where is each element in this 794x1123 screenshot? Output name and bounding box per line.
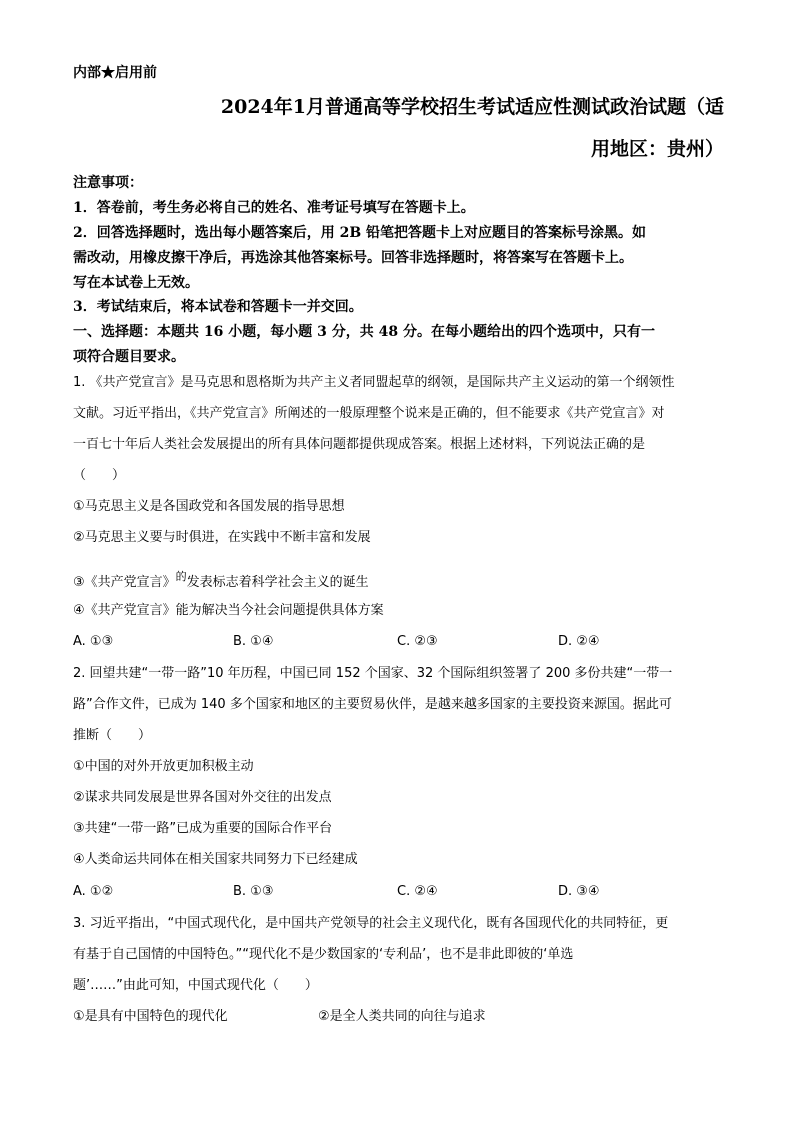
q1-option-a: A. ①③ xyxy=(73,634,114,649)
section-heading: 一、选择题：本题共 16 小题，每小题 3 分，共 48 分。在每小题给出的四个选项中，只有一 xyxy=(73,324,655,340)
q2-option-d: D. ③④ xyxy=(558,884,600,899)
q1-option-d: D. ②④ xyxy=(558,634,600,649)
notice-heading: 注意事项： xyxy=(73,175,143,191)
q3-statement-1: ①是具有中国特色的现代化 xyxy=(73,1009,228,1024)
notice-line: 1．答卷前，考生务必将自己的姓名、准考证号填写在答题卡上。 xyxy=(73,200,475,216)
q1-stem-line: 1. 《共产党宣言》是马克思和恩格斯为共产主义者同盟起草的纲领，是国际共产主义运动的第一个纲领性 xyxy=(73,375,675,390)
notice-line: 3．考试结束后，将本试卷和答题卡一并交回。 xyxy=(73,299,363,315)
q1-option-c: C. ②③ xyxy=(397,634,438,649)
q1-statement-1: ①马克思主义是各国政党和各国发展的指导思想 xyxy=(73,499,345,514)
q2-statement-4: ④人类命运共同体在相关国家共同努力下已经建成 xyxy=(73,852,358,867)
q1-stem-line: 文献。习近平指出，《共产党宣言》所阐述的一般原理整个说来是正确的，但不能要求《共产党宣言》对 xyxy=(73,406,665,421)
q1-statement-3 xyxy=(73,568,369,592)
q2-statement-2: ②谋求共同发展是世界各国对外交往的出发点 xyxy=(73,790,332,805)
section-heading-cont: 项符合题目要求。 xyxy=(73,349,185,365)
q1-statement-3-sup: 的 xyxy=(175,570,187,583)
notice-line: 2．回答选择题时，选出每小题答案后，用 2B 铅笔把答题卡上对应题目的答案标号涂黑。如 xyxy=(73,225,647,241)
q1-option-b: B. ①④ xyxy=(233,634,274,649)
q2-option-c: C. ②④ xyxy=(397,884,438,899)
q2-option-a: A. ①② xyxy=(73,884,114,899)
q1-stem-line: 一百七十年后人类社会发展提出的所有具体问题都提供现成答案。根据上述材料，下列说法正确的是 xyxy=(73,437,646,452)
q1-statement-3-b: 发表标志着科学社会主义的诞生 xyxy=(186,575,369,590)
q1-statement-4: ④《共产党宣言》能为解决当今社会问题提供具体方案 xyxy=(73,603,384,618)
q3-stem-line: 有基于自己国情的中国特色。”“现代化不是少数国家的‘专利品’，也不是非此即彼的‘单选 xyxy=(73,947,574,962)
q2-stem-line: 推断（ ） xyxy=(73,728,152,743)
q2-option-b: B. ①③ xyxy=(233,884,274,899)
q3-stem-line: 3. 习近平指出，“中国式现代化，是中国共产党领导的社会主义现代化，既有各国现代化的共同特征，更 xyxy=(73,916,669,931)
confidential-label: 内部★启用前 xyxy=(73,65,157,81)
notice-line: 需改动，用橡皮擦干净后，再选涂其他答案标号。回答非选择题时，将答案写在答题卡上。 xyxy=(73,250,633,266)
exam-title-line2: 用地区：贵州） xyxy=(590,138,724,160)
q2-stem-line: 2. 回望共建“一带一路”10 年历程，中国已同 152 个国家、32 个国际组织签署了 200 多份共建“一带一 xyxy=(73,666,673,681)
exam-title-line1: 2024年1月普通高等学校招生考试适应性测试政治试题（适 xyxy=(220,96,724,118)
q2-statement-3: ③共建“一带一路”已成为重要的国际合作平台 xyxy=(73,821,333,836)
q2-statement-1: ①中国的对外开放更加积极主动 xyxy=(73,759,254,774)
q1-statement-2: ②马克思主义要与时俱进，在实践中不断丰富和发展 xyxy=(73,530,371,545)
notice-line: 写在本试卷上无效。 xyxy=(73,275,199,291)
q3-stem-line: 题’……”由此可知，中国式现代化（ ） xyxy=(73,978,318,993)
q2-stem-line: 路”合作文件，已成为 140 多个国家和地区的主要贸易伙伴，是越来越多国家的主要投资来源国。据此可 xyxy=(73,697,672,712)
q1-answer-blank: （ ） xyxy=(73,468,126,483)
q3-statement-2: ②是全人类共同的向往与追求 xyxy=(318,1009,486,1024)
q1-statement-3-a: ③《共产党宣言》 xyxy=(73,575,176,590)
